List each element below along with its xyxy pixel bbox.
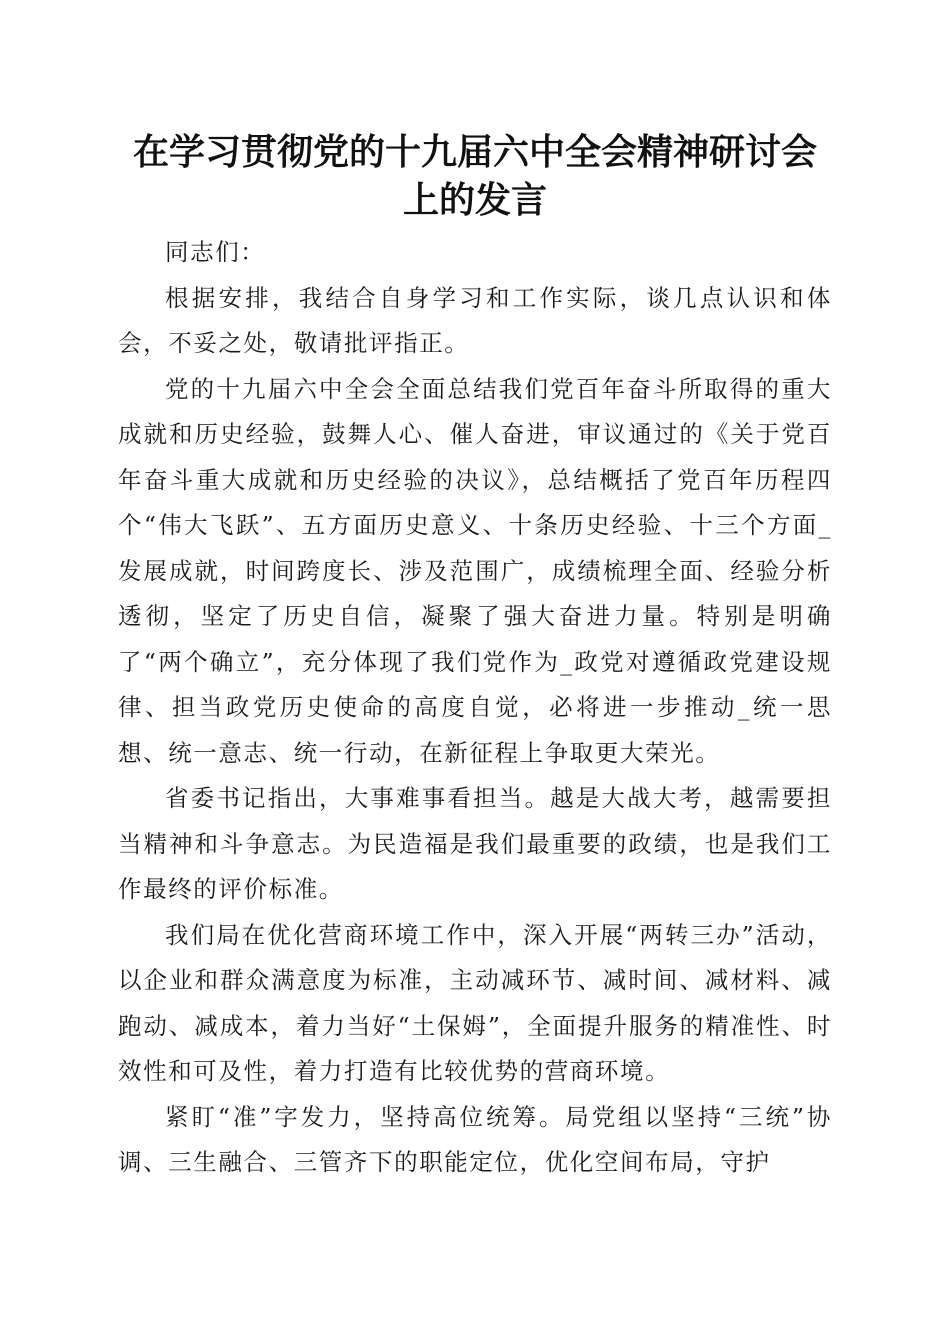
document-body: [118, 230, 832, 1186]
paragraph-intro: 根据安排，我结合自身学习和工作实际，谈几点认识和体会，不妥之处，敬请批评指正。: [118, 283, 832, 357]
paragraph-secretary-remarks: 省委书记指出，大事难事看担当。越是大战大考，越需要担当精神和斗争意志。为民造福是我们最重要的政绩，也是我们工作最终的评价标准。: [118, 784, 832, 903]
paragraph-plenum-summary: 党的十九届六中全会全面总结我们党百年奋斗所取得的重大成就和历史经验，鼓舞人心、催人奋进，审议通过的《关于党百年奋斗重大成就和历史经验的决议》，总结概括了党百年历程四个“伟大飞跃”、五方面历史意义、十条历史经验、十三个方面_发展成就，时间跨度长、涉及范围广，成绩梳理全面、经验分析透彻，坚定了历史自信，凝聚了强大奋进力量。特别是明确了“两个确立”，充分体现了我们党作为_政党对遵循政党建设规律、担当政党历史使命的高度自觉，必将进一步推动_统一思想、统一意志、统一行动，在新征程上争取更大荣光。: [118, 374, 832, 767]
paragraph-coordination: 紧盯“准”字发力，坚持高位统筹。局党组以坚持“三统”协调、三生融合、三管齐下的职能定位，优化空间布局，守护: [118, 1102, 832, 1176]
document-title: 在学习贯彻党的十九届六中全会精神研讨会上的发言: [132, 131, 817, 221]
paragraph-salutation: 同志们：: [165, 238, 266, 266]
paragraph-business-environment: 我们局在优化营商环境工作中，深入开展“两转三办”活动，以企业和群众满意度为标准，主动减环节、减时间、减材料、减跑动、减成本，着力当好“土保姆”，全面提升服务的精准性、时效性和可及性，着力打造有比较优势的营商环境。: [118, 920, 832, 1085]
